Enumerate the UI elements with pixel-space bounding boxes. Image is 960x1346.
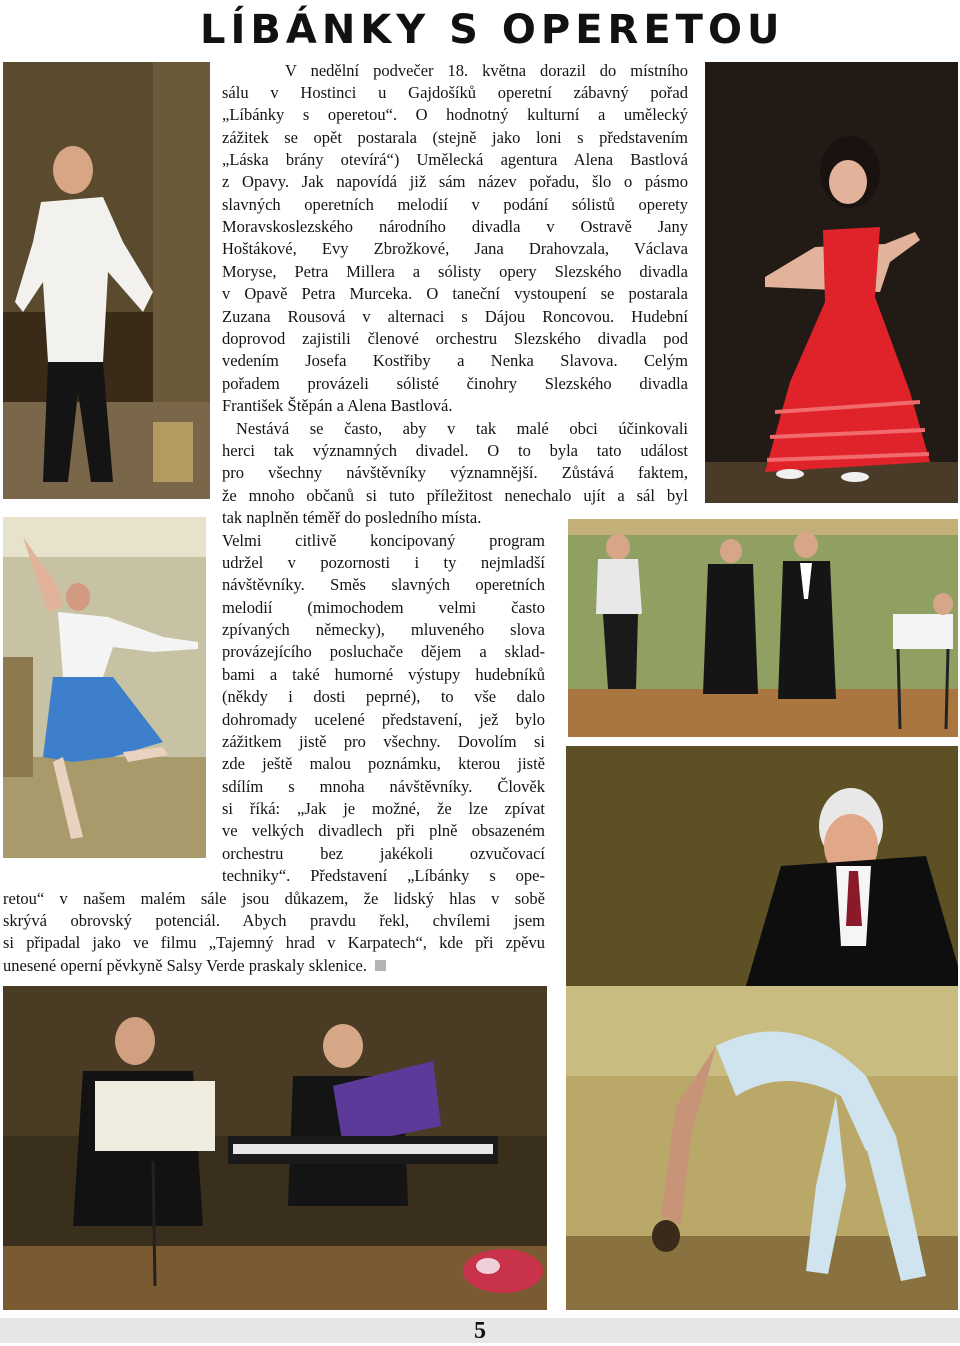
article-line: návštěvníky. Směs slavných operetních (222, 575, 545, 594)
article-line: doprovod zajistili členové orchestru Slezského divadla pod (222, 329, 688, 348)
article-line: orchestru bez jakékoli ozvučovací (222, 844, 545, 863)
article-line: zde ještě malou poznámku, kterou jistě (222, 754, 545, 773)
article-line: „Láska brány otevírá“) Umělecká agentura Alena Bastlová (222, 150, 688, 169)
article-line: zpívaných německy), mluveného slova (222, 620, 545, 639)
article-line: (někdy i dosti peprné), to vše dalo (222, 687, 545, 706)
article-line: Velmi citlivě koncipovaný program (222, 531, 545, 550)
article-line: Zuzana Rousová v alternaci s Dájou Roncovou. Hudební (222, 307, 688, 326)
article-line: František Štěpán a Alena Bastlová. (222, 396, 453, 415)
photo-man-white-shirt (3, 62, 210, 499)
article-line: sdílím s mnoha návštěvníky. Člověk (222, 777, 545, 796)
article-line: sálu v Hostinci u Gajdošíků operetní zábavný pořad (222, 83, 688, 102)
article-line: z Opavy. Jak napovídá již sám název pořadu, šlo o pásmo (222, 172, 688, 191)
end-of-article-square-icon (375, 960, 386, 971)
article-line: že mnoho občanů si tuto příležitost nenechalo ujít a sál byl (222, 486, 688, 505)
article-line: retou“ v našem malém sále jsou důkazem, že lidský hlas v sobě (3, 889, 545, 908)
article-line: melodií (mimochodem velmi často (222, 598, 545, 617)
article-line: Hoštákové, Evy Zbrožkové, Jana Drahovzala, Václava (222, 239, 688, 258)
photo-singer-red-dress (705, 62, 958, 503)
article-line: zážitkem jistě pro všechny. Dovolím si (222, 732, 545, 751)
article-line: V nedělní podvečer 18. května dorazil do místního (285, 61, 688, 80)
photo-group-on-stage (568, 519, 958, 737)
article-line: v Opavě Petra Murceka. O taneční vystoupení se postarala (222, 284, 688, 303)
page-number: 5 (474, 1318, 486, 1344)
article-line: Nestává se často, aby v tak malé obci účinkovali (236, 419, 688, 438)
article-line: tak naplněn téměř do posledního místa. (222, 508, 482, 527)
article-line: dohromady ucelené představení, jež bylo (222, 710, 545, 729)
article-line: zážitek se opět postarala (stejně jako loni s představením (222, 128, 688, 147)
article-line: Moravskoslezského národního divadla v Ostravě Jany (222, 217, 688, 236)
article-last-line-text: unesené operní pěvkyně Salsy Verde praskaly sklenice. (3, 956, 367, 975)
article-line: ve velkých divadlech při plně obsazeném (222, 821, 545, 840)
article-line: si říká: „Jak je možné, že lze zpívat (222, 799, 545, 818)
photo-dancer-blue-skirt (3, 517, 206, 858)
article-line (3, 955, 545, 977)
article-line: „Líbánky s operetou“. O hodnotný kulturní a umělecký (222, 105, 688, 124)
photo-musicians (3, 986, 547, 1310)
article-line: provázejícího posluchače dějem a sklad- (222, 642, 545, 661)
article-line: pořadem provázeli sólisté činohry Slezského divadla (222, 374, 688, 393)
photo-acrobatic-dancer (566, 986, 958, 1310)
article-line: pro všechny návštěvníky významnější. Zůstává faktem, (222, 463, 688, 482)
article-line: herci tak významných divadel. O to byla tato událost (222, 441, 688, 460)
article-line: techniky“. Představení „Líbánky s ope- (222, 866, 545, 885)
article-line: slavných operetních melodií v podání sólistů operety (222, 195, 688, 214)
article-line: vedením Josefa Kostřiby a Nenka Slavova. Celým (222, 351, 688, 370)
article-line: si připadal jako ve filmu „Tajemný hrad v Karpatech“, kde při zpěvu (3, 933, 545, 952)
page-title: LÍBÁNKY S OPERETOU (200, 7, 785, 53)
article-line: skrývá obrovský potenciál. Abych pravdu řekl, chvílemi jsem (3, 911, 545, 930)
article-line: udržel v pozornosti i ty nejmladší (222, 553, 545, 572)
article-line: bami a také humorné výstupy hudebníků (222, 665, 545, 684)
article-line: Moryse, Petra Millera a sólisty opery Slezského divadla (222, 262, 688, 281)
